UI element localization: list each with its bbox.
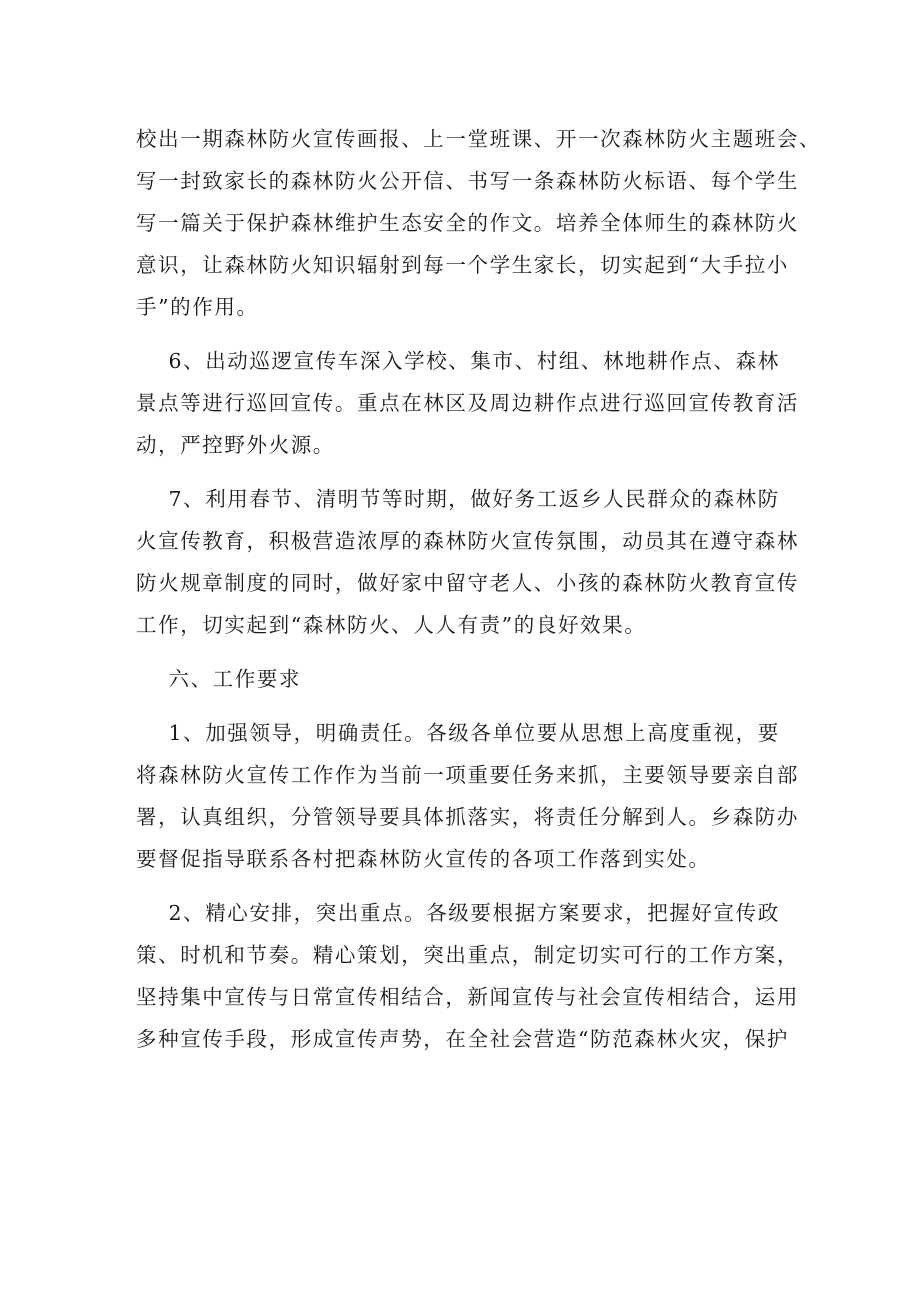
text-line: 校出一期森林防火宣传画报、上一堂班课、开一次森林防火主题班会、 — [136, 127, 822, 151]
section-heading-work-requirements — [136, 658, 801, 700]
text-line: 景点等进行巡回宣传。重点在林区及周边耕作点进行巡回宣传教育活 — [136, 391, 799, 415]
text-line: 6、出动巡逻宣传车深入学校、集市、村组、林地耕作点、森林 — [136, 349, 780, 373]
text-line: 1、加强领导，明确责任。各级各单位要从思想上高度重视，要 — [136, 721, 780, 745]
text-line: 策、时机和节奏。精心策划，突出重点，制定切实可行的工作方案， — [136, 943, 799, 967]
text-line: 手”的作用。 — [136, 295, 259, 319]
paragraph-item-6 — [136, 340, 801, 466]
paragraph-school-activities — [136, 118, 822, 328]
text-line: 多种宣传手段，形成宣传声势，在全社会营造“防范森林火灾，保护 — [136, 1027, 789, 1051]
text-line: 要督促指导联系各村把森林防火宣传的各项工作落到实处。 — [136, 847, 711, 871]
paragraph-requirement-2 — [136, 892, 801, 1060]
text-line: 将森林防火宣传工作作为当前一项重要任务来抓，主要领导要亲自部 — [136, 763, 799, 787]
text-line: 写一篇关于保护森林维护生态安全的作文。培养全体师生的森林防火 — [136, 211, 799, 235]
text-line: 署，认真组织，分管领导要具体抓落实，将责任分解到人。乡森防办 — [136, 805, 799, 829]
paragraph-item-7 — [136, 478, 801, 646]
text-line: 2、精心安排，突出重点。各级要根据方案要求，把握好宣传政 — [136, 901, 780, 925]
text-line: 防火规章制度的同时，做好家中留守老人、小孩的森林防火教育宣传 — [136, 571, 799, 595]
text-line: 7、利用春节、清明节等时期，做好务工返乡人民群众的森林防 — [136, 487, 780, 511]
section-heading: 六、工作要求 — [136, 667, 302, 691]
document-body — [136, 118, 822, 1060]
text-line: 火宣传教育，积极营造浓厚的森林防火宣传氛围，动员其在遵守森林 — [136, 529, 799, 553]
text-line: 工作，切实起到“森林防火、人人有责”的良好效果。 — [136, 613, 647, 637]
text-line: 坚持集中宣传与日常宣传相结合，新闻宣传与社会宣传相结合，运用 — [136, 985, 799, 1009]
text-line: 动，严控野外火源。 — [136, 433, 335, 457]
paragraph-requirement-1 — [136, 712, 801, 880]
text-line: 写一封致家长的森林防火公开信、书写一条森林防火标语、每个学生 — [136, 169, 799, 193]
text-line: 意识，让森林防火知识辐射到每一个学生家长，切实起到“大手拉小 — [136, 253, 789, 277]
